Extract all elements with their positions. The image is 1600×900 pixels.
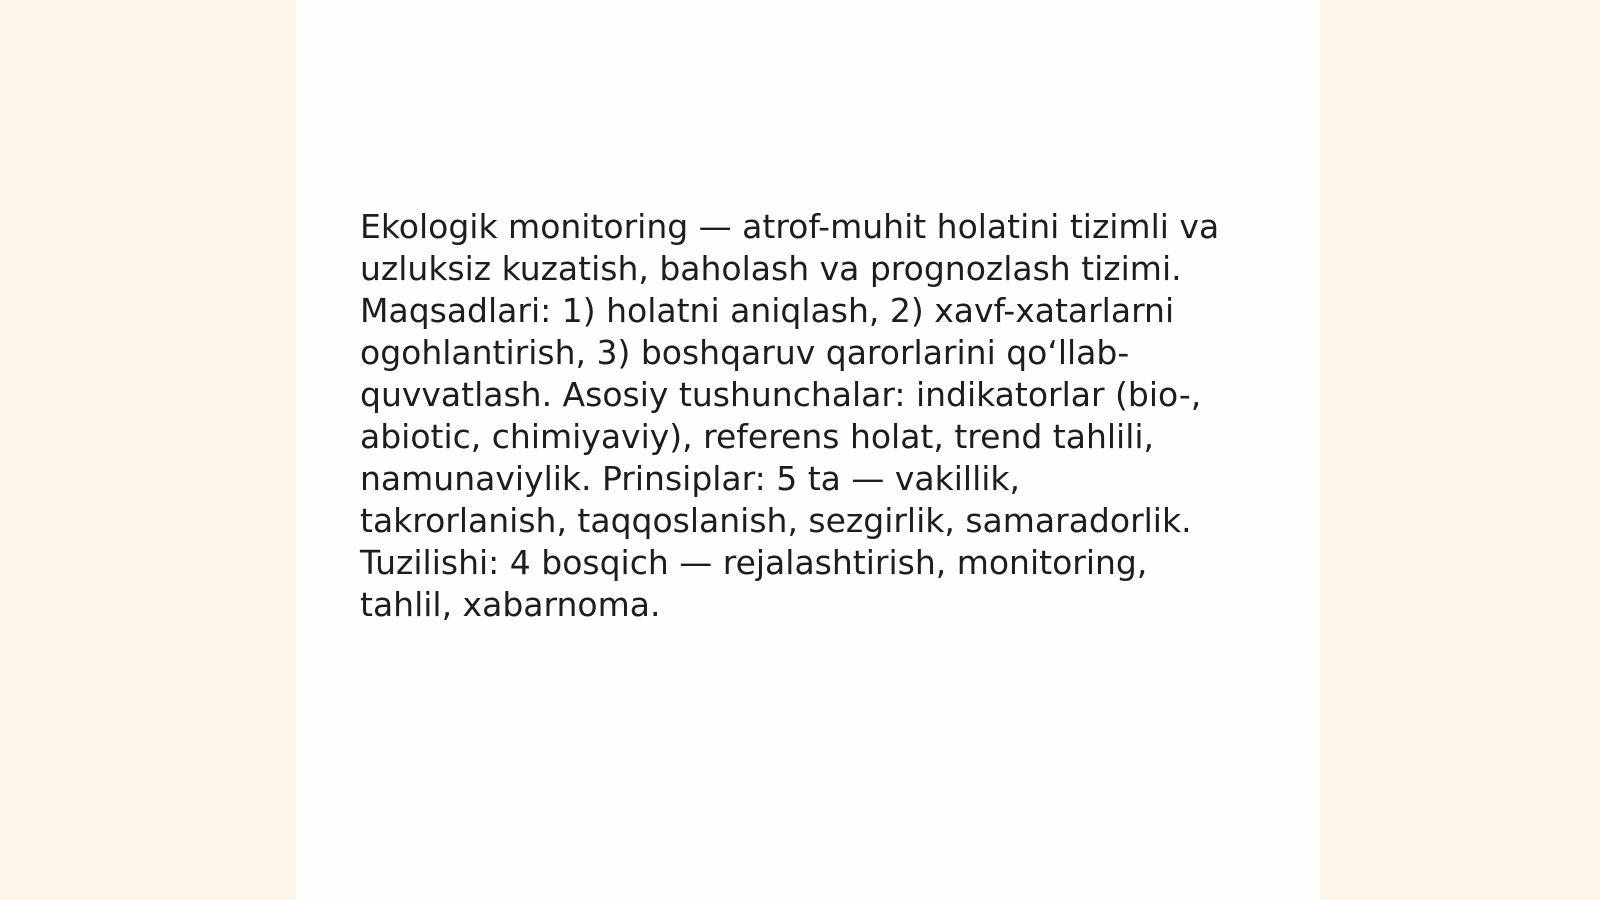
slide-page [296, 0, 1320, 900]
slide-body-text: Ekologik monitoring — atrof-muhit holatini tizimli va uzluksiz kuzatish, baholash va prognozlash tizimi. Maqsadlari: 1) holatni aniqlash, 2) xavf-xatarlarni ogohlantirish, 3) boshqaruv qarorlarini qo‘llab-quvvatlash. Asosiy tushunchalar: indikatorlar (bio-, abiotic, chimiyaviy), referens holat, trend tahlili, namunaviylik. Prinsiplar: 5 ta — vakillik, takrorlanish, taqqoslanish, sezgirlik, samaradorlik. Tuzilishi: 4 bosqich — rejalashtirish, monitoring, tahlil, xabarnoma. [360, 207, 1220, 624]
